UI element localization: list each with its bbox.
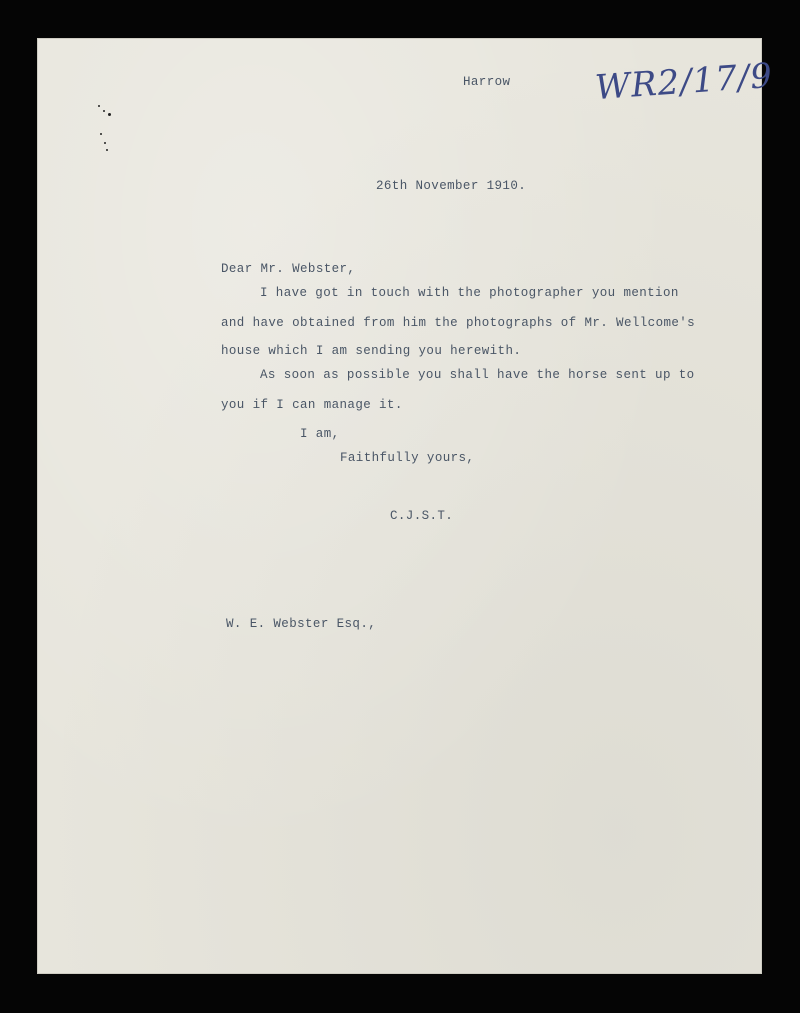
place-line: Harrow [463,75,511,89]
body-line-2: and have obtained from him the photographs of Mr. Wellcome's [221,316,696,330]
closing-line-2: Faithfully yours, [340,451,475,465]
closing-line-1: I am, [300,427,340,441]
salutation: Dear Mr. Webster, [221,262,356,276]
signature-initials: C.J.S.T. [390,509,454,523]
body-line-5: you if I can manage it. [221,398,403,412]
addressee-line: W. E. Webster Esq., [226,617,377,631]
archive-reference: WR2/17/9 [593,55,775,109]
ink-specks [98,105,118,155]
body-line-4: As soon as possible you shall have the horse sent up to [260,368,695,382]
body-line-3: house which I am sending you herewith. [221,344,522,358]
date-line: 26th November 1910. [376,179,527,193]
letter-sheet [37,38,775,974]
body-line-1: I have got in touch with the photographer you mention [260,286,679,300]
